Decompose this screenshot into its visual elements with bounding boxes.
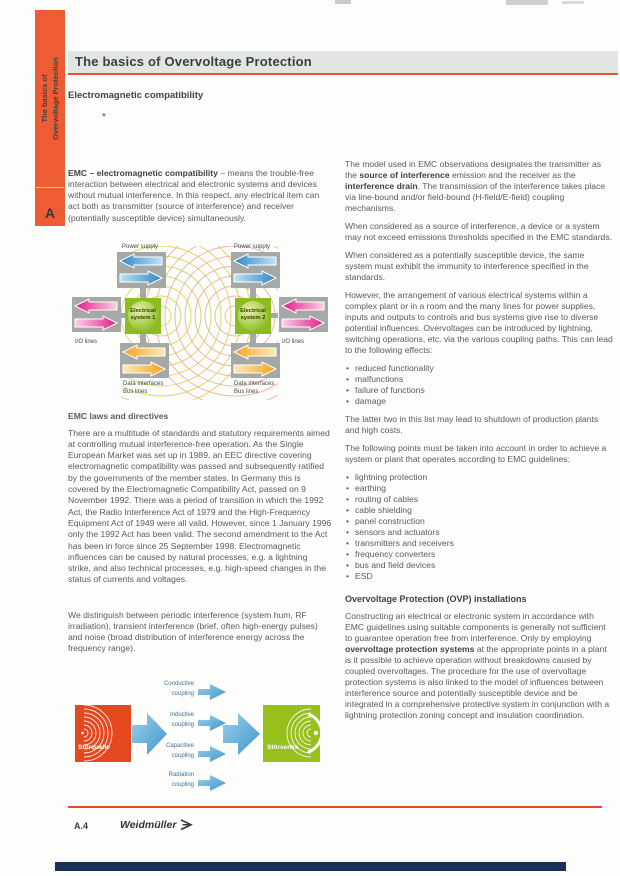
section-tab-label <box>35 10 65 187</box>
list-item: • ESD <box>345 571 613 582</box>
scan-artifact <box>506 0 548 5</box>
coupling-arrow-right <box>223 713 260 755</box>
list-item: • frequency converters <box>345 549 613 560</box>
tab-label-line2: Overvoltage Protection <box>51 57 60 140</box>
list-item: • reduced functionality <box>345 363 613 374</box>
list-item: • malfunctions <box>345 374 613 385</box>
brand-logo <box>120 819 193 831</box>
points-paragraph: The following points must be taken into account in order to achieve a system or plant that operates according to EMC guidelines: <box>345 443 607 464</box>
source-paragraph: When considered as a source of interference, a device or a system may not exceed emissions thresholds specified in the EMC standards. <box>345 221 613 242</box>
list-item: • routing of cables <box>345 494 613 505</box>
susceptible-paragraph: When considered as a potentially susceptible device, the same system must exhibit the immunity to interference specified in the standards. <box>345 250 589 282</box>
power-supply-label-left: Power supply <box>122 244 159 250</box>
sink-label: Störsenke <box>267 744 299 751</box>
page-subtitle: Electromagnetic compatibility <box>68 90 204 101</box>
interference-source-box <box>75 705 131 762</box>
laws-heading: EMC laws and directives <box>68 410 169 421</box>
system1-label: Electrical system 1 <box>130 308 156 321</box>
list-item: • sensors and actuators <box>345 527 613 538</box>
source-label: Störquelle <box>78 744 110 751</box>
page-title: The basics of Overvoltage Protection <box>75 54 312 69</box>
section-tab <box>35 10 65 226</box>
effects-list <box>345 363 613 407</box>
brand-name: Weidmüller <box>120 819 177 831</box>
list-item: • damage <box>345 396 613 407</box>
laws-paragraph-2: We distinguish between periodic interference (system hum, RF irradiation), transient interference (brief, often high-energy pulses) and noise (broad distribution of interference energy across the frequency range). <box>68 609 318 654</box>
io-lines-label-right: I/O lines <box>282 339 305 345</box>
io-lines-label-left: I/O lines <box>75 339 98 345</box>
latter-paragraph: The latter two in this list may lead to shutdown of production plants and high costs. <box>345 414 599 435</box>
coupling-type-arrows <box>198 684 226 791</box>
tab-label-line1: The basics of <box>40 74 49 123</box>
guidelines-list <box>345 472 613 582</box>
list-item: • transmitters and receivers <box>345 538 613 549</box>
coupling-diagram <box>68 676 331 802</box>
power-supply-label-right: Power supply <box>234 244 271 250</box>
data-interfaces-label-right: Data interfaces Bus lines <box>234 381 275 395</box>
list-item: • failure of functions <box>345 385 613 396</box>
weidmueller-logo-icon <box>179 819 193 831</box>
list-item: • cable shielding <box>345 505 613 516</box>
ovp-heading: Overvoltage Protection (OVP) installations <box>345 594 527 604</box>
coupling-label-radiation: Radiation coupling <box>168 772 194 788</box>
footnote-mark: * <box>102 112 106 123</box>
scan-artifact <box>562 1 584 4</box>
intro-paragraph: EMC – electromagnetic compatibility – means the trouble-free interaction between electrical and electronic systems and devices without mutual interference. In this respect, any electrical item can act both as transmitter (source of interference) and receiver (potentially susceptible device) simultaneously. <box>68 167 320 223</box>
data-interfaces-label-left: Data interfaces Bus lines <box>123 381 164 395</box>
list-item: • panel construction <box>345 516 613 527</box>
laws-paragraph-1: There are a multitude of standards and statutory requirements aimed at controlling mutual interference-free operation. As the Single European Market was set up in 1989, an EEC directive covering electromagnetic compatibility was passed and subsequently ratified by the governments of the member states. In Germany this is covered by the Electromagnetic Compatibility Act, passed on 9 November 1992. There was a period of transition in which the 1992 Act, the Radio Interference Act of 1979 and the High-Frequency Equipment Act of 1949 were all valid. However, since 1 January 1996 only the 1992 Act has been valid. The second amendment to the Act has been in force since 25 September 1998. Electromagnetic influences can be caused by natural processes, e.g. a lightning strike, and also technical processes, e.g. high-speed changes in the status of currents and voltages. <box>68 427 332 585</box>
arrangement-paragraph: However, the arrangement of various electrical systems within a complex plant or in a room and the many lines for power supplies, inputs and outputs to controls and bus systems give rise to diverse potential influences. Overvoltages can be introduced by lightning, switching operations, etc. via the various coupling paths. This can lead to the following effects: <box>345 290 613 355</box>
coupling-diagram-graphic <box>68 676 331 802</box>
footer-rule <box>68 806 602 808</box>
section-letter: A <box>44 205 56 221</box>
interference-sink-box <box>263 705 322 762</box>
tab-divider <box>36 187 64 188</box>
scan-artifact <box>335 0 351 4</box>
page-title-bar <box>68 51 618 75</box>
emc-interference-diagram <box>68 246 331 400</box>
page-number: A.4 <box>74 821 89 831</box>
bottom-bar <box>55 862 566 871</box>
coupling-label-conductive: Conductive coupling <box>163 681 194 697</box>
emc-diagram-graphic <box>68 246 331 400</box>
ovp-paragraph: Constructing an electrical or electronic system in accordance with EMC guidelines using suitable components is generally not sufficient to guarantee operation free from interference. Only by employing overvoltage protection systems at the appropriate points in a plant is it possible to achieve operation without breakdowns caused by coupled overvoltages. The procedure for the use of overvoltage protection systems is also linked to the model of influences between interference source and potentially susceptible device and be integrated in a comprehensive protective system in conjunction with a lightning protection zoning concept and insulation coordination. <box>345 611 610 720</box>
system2-label: Electrical system 2 <box>240 308 266 321</box>
model-paragraph: The model used in EMC observations designates the transmitter as the source of interference emission and the receiver as the interference drain. The transmission of the interference takes place via line-bound and/or field-bound (H-field/E-field) coupling mechanisms. <box>345 159 606 213</box>
list-item: • earthing <box>345 483 613 494</box>
coupling-label-inductive: Inductive coupling <box>169 712 194 728</box>
right-column <box>345 159 613 728</box>
list-item: • bus and field devices <box>345 560 613 571</box>
coupling-label-capacitive: Capacitive coupling <box>165 743 194 759</box>
list-item: • lightning protection <box>345 472 613 483</box>
